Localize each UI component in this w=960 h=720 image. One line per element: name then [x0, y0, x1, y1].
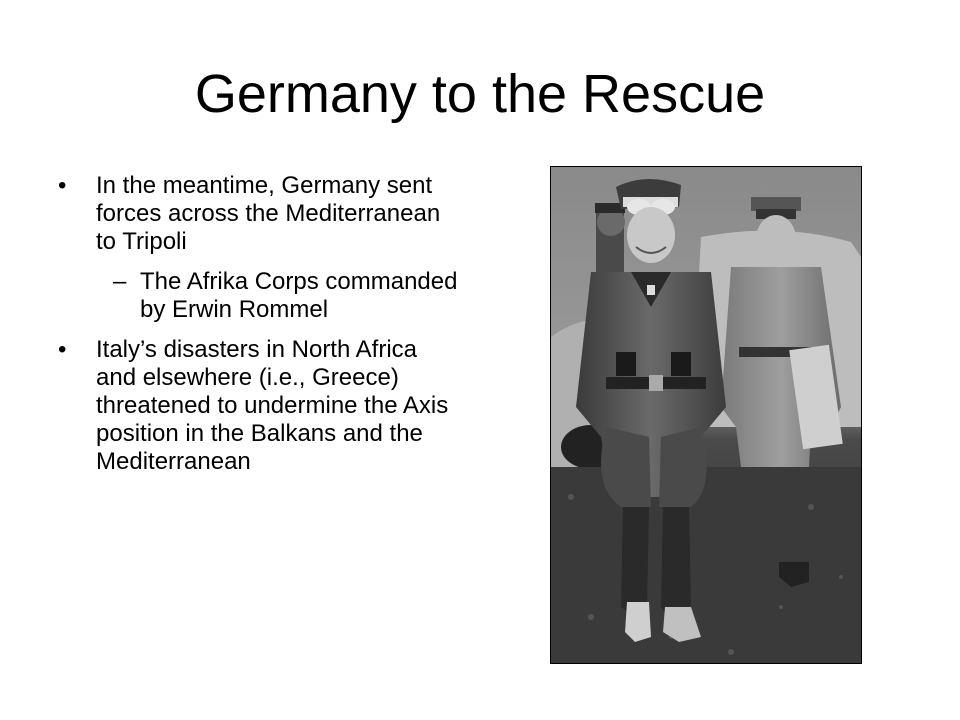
bullet-text: In the meantime, Germany sent forces across the Mediterranean to Tripoli — [96, 172, 441, 255]
sub-bullet-item — [58, 268, 458, 324]
bullet-mark: • — [58, 336, 67, 363]
sub-bullet-mark: – — [113, 268, 127, 295]
historical-photo — [550, 166, 862, 664]
slide-title: Germany to the Rescue — [194, 64, 766, 124]
bullet-mark: • — [58, 172, 67, 199]
photo-illustration — [551, 167, 861, 663]
bullet-list — [58, 172, 458, 488]
bullet-item — [58, 336, 458, 476]
sub-bullet-text: The Afrika Corps commanded by Erwin Rommel — [140, 268, 458, 323]
bullet-text: Italy’s disasters in North Africa and elsewhere (i.e., Greece) threatened to undermine the Axis position in the Balkans and the Mediterranean — [96, 336, 449, 475]
bullet-item — [58, 172, 458, 256]
